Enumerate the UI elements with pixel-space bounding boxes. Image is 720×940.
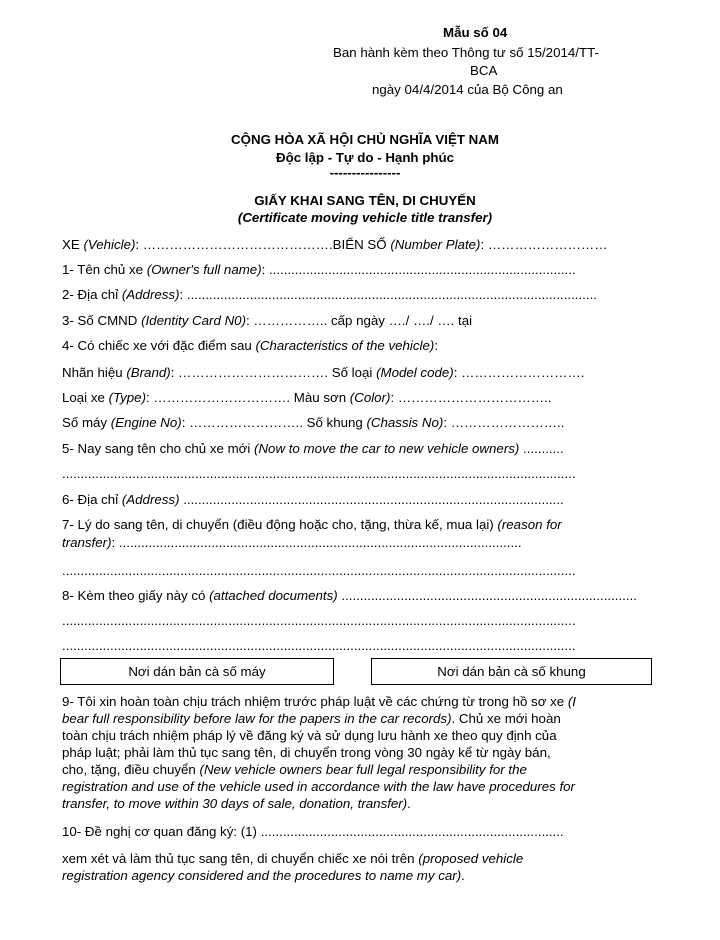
item9-text-5b: (New vehicle owners bear full legal responsibility for the [199, 762, 527, 777]
new-address-dots: ....................................................................................................... [179, 492, 564, 507]
identity-label: 3- Số CMND [62, 313, 142, 328]
model-label: Số loại [331, 365, 377, 380]
new-address-label: 6- Địa chỉ [62, 492, 122, 507]
identity-dots: : …………….. cấp ngày …./ …./ …. tại [246, 313, 473, 328]
item9-line5 [62, 762, 527, 777]
reason-dotted-line: ........................................................................................................................................... [62, 563, 576, 578]
item9-text-2a: bear full responsibility before law for the papers in the car records) [62, 711, 452, 726]
field-vehicle [62, 237, 608, 252]
item9-line1 [62, 694, 576, 709]
attached-docs-label-en: (attached documents) [209, 588, 338, 603]
engine-number-stamp-box: Nơi dán bản cà số máy [60, 658, 334, 685]
model-dots: : ………………………. [453, 365, 585, 380]
new-owner-dotted-line: ........................................................................................................................................... [62, 466, 576, 481]
engine-dots: : …………………….. [181, 415, 307, 430]
owner-name-label-en: (Owner's full name) [146, 262, 262, 277]
new-owner-dots: ........... [519, 441, 564, 456]
new-address-label-en: (Address) [121, 492, 180, 507]
item9-line4: pháp luật; phải làm thủ tục sang tên, di chuyển trong vòng 30 ngày kể từ ngày bán, [62, 745, 551, 760]
attached-docs-dots: ................................................................................ [337, 588, 637, 603]
field-engine-chassis [62, 415, 564, 430]
field-transfer-reason [62, 517, 562, 532]
type-label: Loại xe [62, 390, 109, 405]
vehicle-label: XE [62, 237, 84, 252]
divider: ---------------- [329, 165, 401, 180]
reason-label: 7- Lý do sang tên, di chuyển (điều động hoặc cho, tặng, thừa kế, mua lại) [62, 517, 498, 532]
field-owner-name [62, 262, 576, 277]
new-owner-label: 5- Nay sang tên cho chủ xe mới [62, 441, 255, 456]
field-address [62, 287, 597, 302]
page-title: GIẤY KHAI SANG TÊN, DI CHUYỂN [254, 193, 476, 208]
engine-label-en: (Engine No) [110, 415, 182, 430]
identity-label-en: (Identity Card N0) [141, 313, 246, 328]
chassis-label-en: (Chassis No) [366, 415, 444, 430]
item10-line3 [62, 868, 465, 883]
plate-dots: : ……………………… [480, 237, 608, 252]
item10-label: 10- Đề nghị cơ quan đăng ký: (1) [62, 824, 257, 839]
vehicle-dots: : ……………………………………. [135, 237, 333, 252]
item9-text-1b: (I [567, 694, 576, 709]
field-brand-model [62, 365, 584, 380]
issued-note-line1: Ban hành kèm theo Thông tư số 15/2014/TT- [333, 45, 599, 60]
item10-dots: .................................................................................. [257, 824, 564, 839]
field-new-address [62, 492, 564, 507]
item9-line7 [62, 796, 411, 811]
field-identity-card [62, 313, 472, 328]
motto: Độc lập - Tự do - Hạnh phúc [275, 150, 455, 165]
item9-line3: toàn chịu trách nhiệm pháp lý về đăng ký và sử dụng lưu hành xe theo quy định của [62, 728, 557, 743]
item10-text-3: registration agency considered and the procedures to name my car) [62, 868, 462, 883]
page-subtitle: (Certificate moving vehicle title transfer) [237, 210, 493, 225]
characteristics-colon: : [434, 338, 439, 353]
vehicle-label-en: (Vehicle) [83, 237, 136, 252]
item9-text-2b: . Chủ xe mới hoàn [451, 711, 561, 726]
issued-note-line3: ngày 04/4/2014 của Bộ Công an [372, 82, 563, 97]
field-attached-docs [62, 588, 637, 603]
address-label: 2- Địa chỉ [62, 287, 122, 302]
item9-text-5a: cho, tặng, điều chuyển [62, 762, 200, 777]
attached-docs-label: 8- Kèm theo giấy này có [62, 588, 210, 603]
item9-line6: registration and use of the vehicle used in accordance with the law have procedures for [62, 779, 575, 794]
item9-line2 [62, 711, 561, 726]
type-dots: : …………………………. [146, 390, 294, 405]
brand-label-en: (Brand) [126, 365, 171, 380]
field-type-color [62, 390, 551, 405]
brand-dots: : ……………………………. [170, 365, 332, 380]
new-owner-label-en: (Now to move the car to new vehicle owners) [254, 441, 520, 456]
owner-name-label: 1- Tên chủ xe [62, 262, 147, 277]
attached-docs-dotted-line-1: ........................................................................................................................................... [62, 613, 576, 628]
field-new-owner [62, 441, 564, 456]
attached-docs-dotted-line-2: ........................................................................................................................................... [62, 638, 576, 653]
chassis-number-stamp-box: Nơi dán bản cà số khung [371, 658, 652, 685]
item10-text-2a: xem xét và làm thủ tục sang tên, di chuyển chiếc xe nói trên [62, 851, 419, 866]
characteristics-label-en: (Characteristics of the vehicle) [255, 338, 435, 353]
reason-label-en-2: transfer) [62, 535, 112, 550]
republic-heading: CỘNG HÒA XÃ HỘI CHỦ NGHĨA VIỆT NAM [231, 132, 499, 147]
form-number: Mẫu số 04 [443, 25, 508, 40]
engine-label: Số máy [62, 415, 111, 430]
type-label-en: (Type) [108, 390, 147, 405]
item9-text-7b: . [407, 796, 411, 811]
item10-text-2b: (proposed vehicle [418, 851, 524, 866]
issued-note-line2: BCA [470, 63, 498, 78]
color-label-en: (Color) [349, 390, 391, 405]
brand-label: Nhãn hiệu [62, 365, 127, 380]
address-label-en: (Address) [121, 287, 180, 302]
item10-line2 [62, 851, 523, 866]
item9-text-7: transfer, to move within 30 days of sale, donation, transfer) [62, 796, 408, 811]
item10-line1 [62, 824, 564, 839]
chassis-dots: : …………………….. [443, 415, 565, 430]
color-dots: : …………………………….. [390, 390, 552, 405]
characteristics-label: 4- Có chiếc xe với đặc điểm sau [62, 338, 256, 353]
reason-label-en: (reason for [497, 517, 562, 532]
reason-dots: : ............................................................................................................. [111, 535, 522, 550]
plate-label: BIỂN SỐ [332, 237, 391, 252]
item9-text-1a: 9- Tôi xin hoàn toàn chịu trách nhiệm trước pháp luật về các chứng từ trong hồ sơ xe [62, 694, 568, 709]
plate-label-en: (Number Plate) [390, 237, 481, 252]
owner-name-dots: : ................................................................................... [261, 262, 576, 277]
address-dots: : ............................................................................................................... [179, 287, 597, 302]
reason-line2 [62, 535, 522, 550]
field-characteristics [62, 338, 438, 353]
chassis-label: Số khung [306, 415, 367, 430]
model-label-en: (Model code) [376, 365, 454, 380]
color-label: Màu sơn [293, 390, 350, 405]
item10-text-3b: . [461, 868, 465, 883]
